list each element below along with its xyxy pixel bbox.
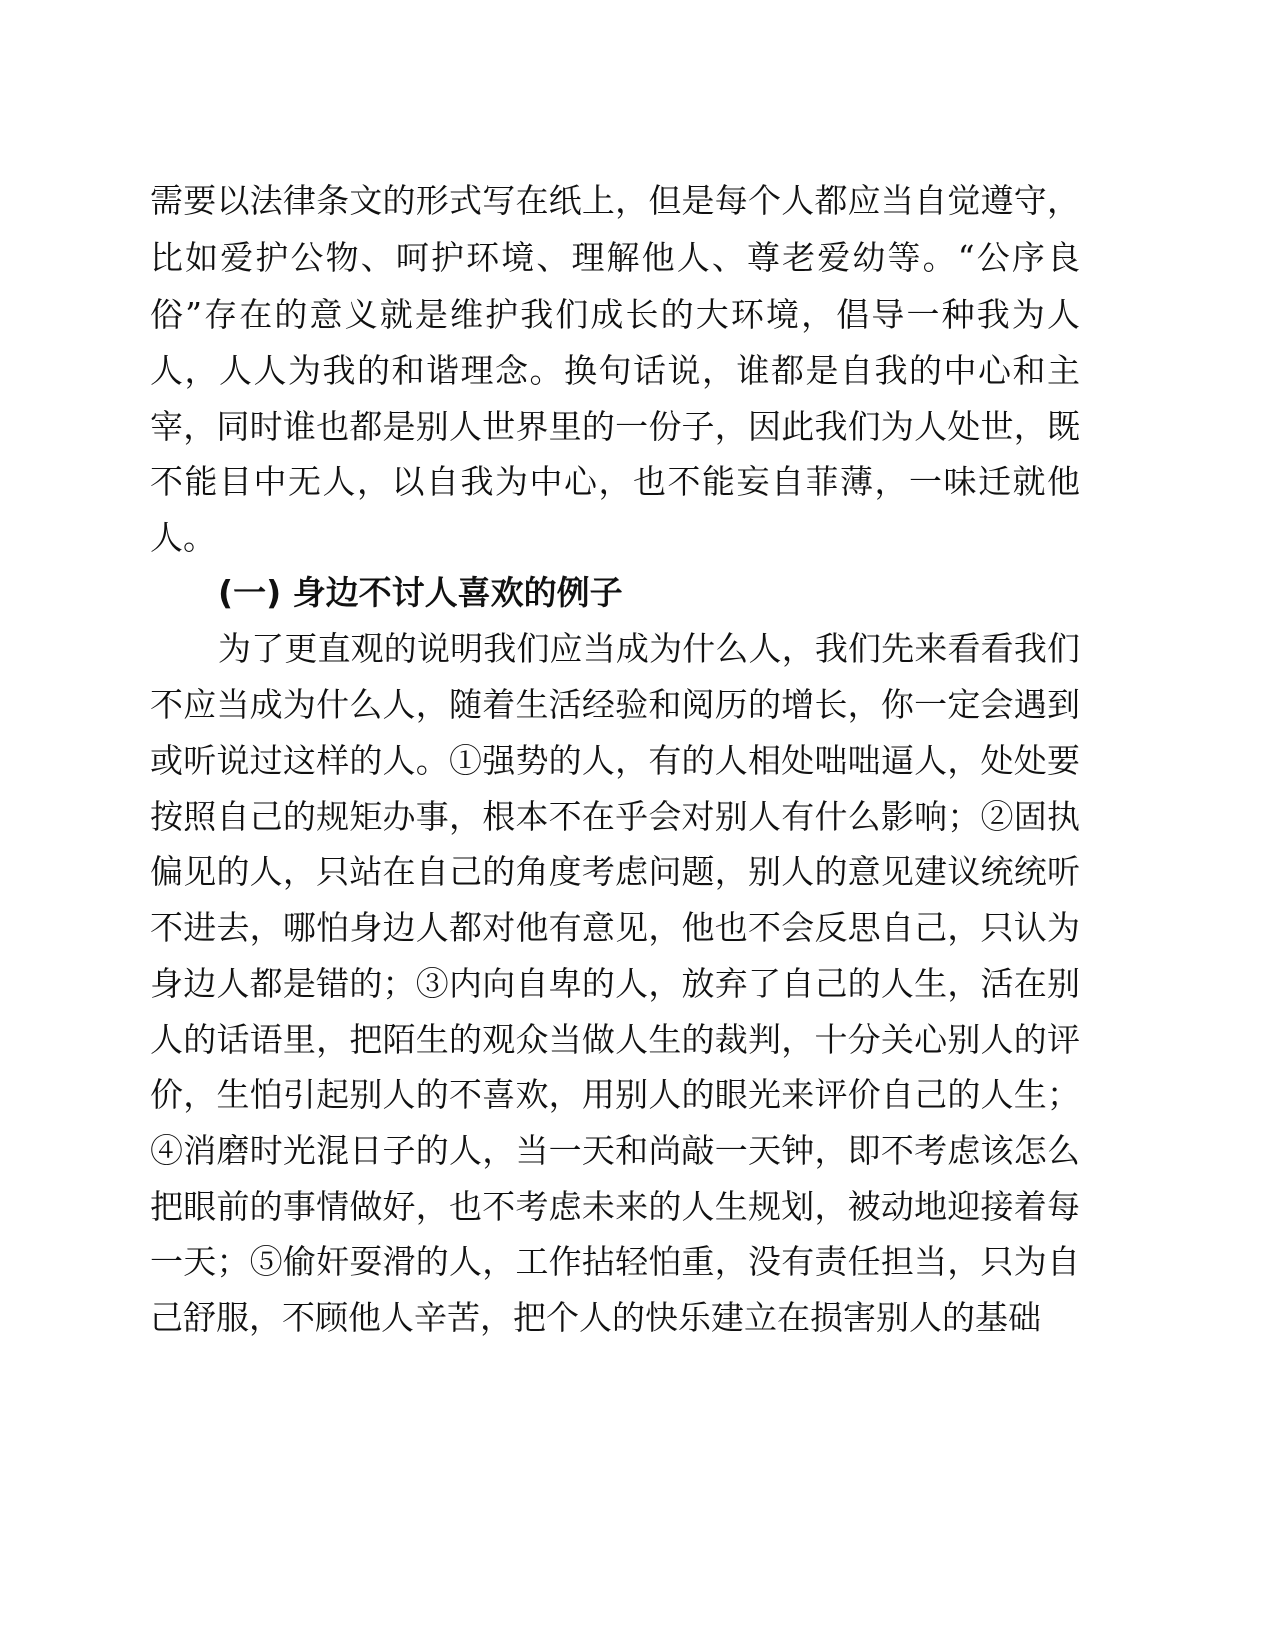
paragraph-line: 比如爱护公物、呵护环境、理解他人、尊老爱幼等。“公序良 (150, 238, 1080, 277)
paragraph-line: 把眼前的事情做好，也不考虑未来的人生规划，被动地迎接着每 (150, 1187, 1080, 1226)
paragraph-line: 按照自己的规矩办事，根本不在乎会对别人有什么影响；②固执 (150, 797, 1080, 836)
paragraph-line: 偏见的人，只站在自己的角度考虑问题，别人的意见建议统统听 (150, 852, 1080, 891)
paragraph-line: 人，人人为我的和谐理念。换句话说，谁都是自我的中心和主 (150, 351, 1080, 390)
paragraph-line: 一天；⑤偷奸耍滑的人，工作拈轻怕重，没有责任担当，只为自 (150, 1242, 1080, 1281)
section-heading: (一) 身边不讨人喜欢的例子 (218, 573, 623, 612)
paragraph-line: 不进去，哪怕身边人都对他有意见，他也不会反思自己，只认为 (150, 908, 1080, 947)
paragraph-line: 或听说过这样的人。①强势的人，有的人相处咄咄逼人，处处要 (150, 741, 1080, 780)
paragraph-line: 俗”存在的意义就是维护我们成长的大环境，倡导一种我为人 (150, 295, 1080, 334)
paragraph-line: 价，生怕引起别人的不喜欢，用别人的眼光来评价自己的人生； (150, 1075, 1080, 1114)
paragraph-line: 身边人都是错的；③内向自卑的人，放弃了自己的人生，活在别 (150, 964, 1080, 1003)
paragraph-line: 宰，同时谁也都是别人世界里的一份子，因此我们为人处世，既 (150, 407, 1080, 446)
paragraph-line: 为了更直观的说明我们应当成为什么人，我们先来看看我们 (218, 629, 1080, 668)
paragraph-line: 不应当成为什么人，随着生活经验和阅历的增长，你一定会遇到 (150, 685, 1080, 724)
paragraph-line: 人的话语里，把陌生的观众当做人生的裁判，十分关心别人的评 (150, 1020, 1080, 1059)
paragraph-line: 人。 (150, 518, 216, 557)
paragraph-line: 己舒服，不顾他人辛苦，把个人的快乐建立在损害别人的基础 (150, 1298, 1041, 1337)
paragraph-line: ④消磨时光混日子的人，当一天和尚敲一天钟，即不考虑该怎么 (150, 1131, 1080, 1170)
paragraph-line: 不能目中无人，以自我为中心，也不能妄自菲薄，一味迁就他 (150, 462, 1080, 501)
paragraph-line: 需要以法律条文的形式写在纸上，但是每个人都应当自觉遵守， (150, 181, 1080, 220)
